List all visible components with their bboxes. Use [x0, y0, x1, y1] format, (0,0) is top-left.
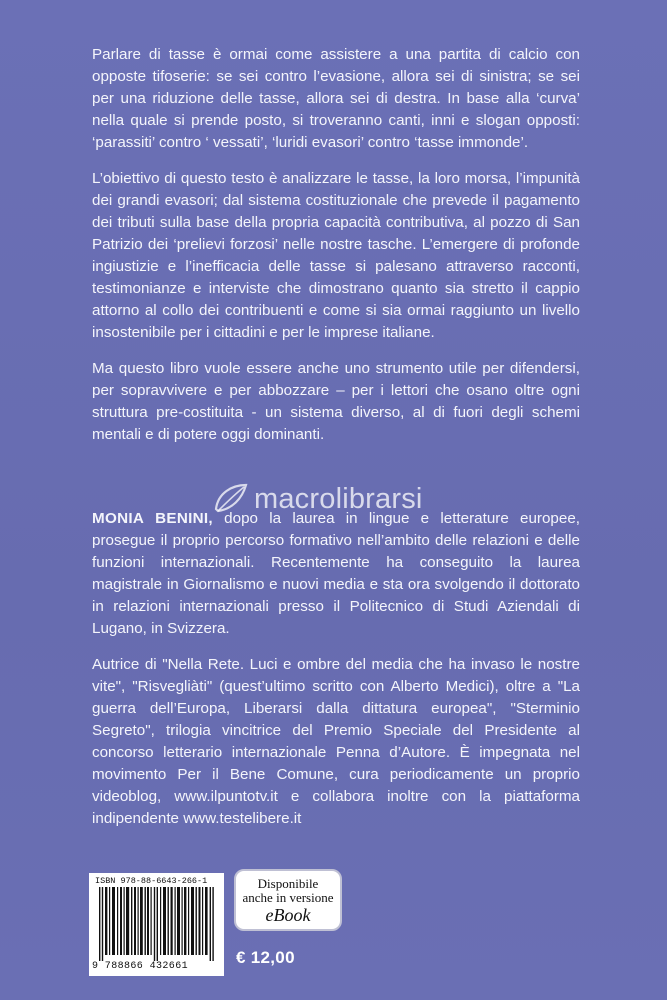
ebook-badge-line-2: anche in versione — [242, 890, 334, 905]
isbn-barcode — [89, 873, 224, 976]
blurb-paragraph-2: L’obiettivo di questo testo è analizzare le tasse, la loro morsa, l’impunità dei grandi evasori; dal sistema costituzionale che prevede il pagamento dei tributi sulla base della propria capacità contributiva, al pozzo di San Patrizio dei ‘prelievi forzosi’ nelle nostre tasche. L’emergere di profonde ingiustizie e l’inefficacia delle tasse si palesano attraverso racconti, testimonianze e interviste che dimostrano quanto sia stretto il cappio attorno al collo dei contribuenti e come si sia ormai raggiunto un livello insostenibile per i cittadini e per le imprese italiane. — [92, 170, 580, 341]
watermark-text: macrolibrarsi — [254, 482, 423, 515]
blurb-paragraph-1: Parlare di tasse è ormai come assistere a una partita di calcio con opposte tifoserie: se sei contro l’evasione, allora sei di sinistra; se sei per una riduzione delle tasse, allora sei di destra. In base alla ‘curva’ nella quale si prende posto, si troveranno canti, inni e slogan opposti: ‘parassiti’ contro ‘ vessati’, ‘luridi evasori’ contro ‘tasse immonde’. — [92, 46, 580, 151]
ebook-badge-line-3: eBook — [265, 905, 311, 925]
ebook-availability-badge — [234, 869, 342, 931]
ebook-badge-line-1: Disponibile — [257, 876, 319, 891]
barcode-digits: 9 788866 432661 — [92, 961, 189, 972]
author-bio-text: dopo la laurea in lingue e letterature europee, prosegue il proprio percorso formativo nell’ambito delle relazioni e delle funzioni internazionali. Recentemente ha conseguito la laurea magistrale in Giornalismo e nuovi media e sta ora svolgendo il dottorato in relazioni internazionali presso il Politecnico di Studi Aziendali di Lugano, in Svizzera. — [92, 510, 580, 637]
author-bio-paragraph-2: Autrice di "Nella Rete. Luci e ombre del media che ha invaso le nostre vite", "Risvegliàti" (quest’ultimo scritto con Alberto Medici), oltre a "La guerra dell’Europa, Liberarsi dalla dittatura europea", "Sterminio Segreto", trilogia vincitrice del Premio Speciale del Presidente al concorso letterario internazionale Penna d’Autore. È impegnata nel movimento Per il Bene Comune, cura periodicamente un proprio videoblog, www.ilpuntotv.it e collabora inoltre con la piattaforma indipendente www.testelibere.it — [92, 656, 580, 827]
barcode-bars — [99, 887, 215, 961]
price-label: € 12,00 — [236, 948, 295, 967]
author-bio-section — [92, 508, 580, 844]
blurb-section — [92, 44, 580, 460]
author-bio-paragraph-1 — [92, 508, 580, 640]
author-name: MONIA BENINI, — [92, 510, 213, 527]
blurb-paragraph-3: Ma questo libro vuole essere anche uno strumento utile per difendersi, per sopravvivere e per abbozzare – per i lettori che osano oltre ogni struttura pre-costituita - un sistema diverso, al di fuori degli schemi mentali e di potere oggi dominanti. — [92, 360, 580, 443]
isbn-label: ISBN 978-88-6643-266-1 — [95, 876, 208, 886]
